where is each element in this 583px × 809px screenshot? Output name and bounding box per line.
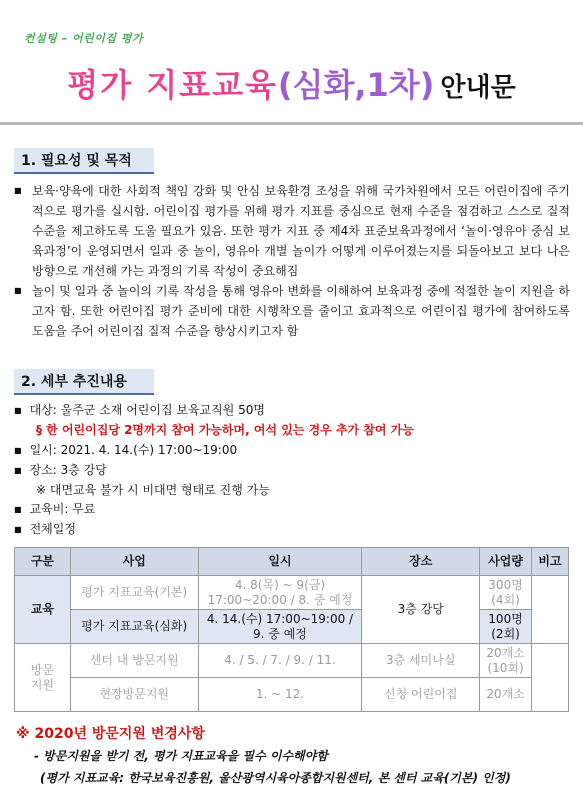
row-amount: 20개소 [480,678,532,712]
purpose-paragraph-1-text: 보육·양육에 대한 사회적 책임 강화 및 안심 보육환경 조성을 위해 국가차원에서 모든 어린이집에 주기적으로 평가를 실시함. 어린이집 평가를 위해 평가 지표를 중심으로 현재 수준을 점검하고 스스로 질적 수준을 제고하도록 도울 필요가 있음. 또한 평가 지표 중 제4차 표준보육과정에서 ‘놀이·영유아 중심 보육과정’이 운영되면서 일과 중 놀이, 영유아 개별 놀이가 어떻게 이루어졌는지를 되돌아보고 보다 나은 방향으로 개선해 가는 과정의 기록 작성이 중요해짐 [32,184,570,278]
row-amount: 20개소 (10회) [480,644,532,678]
detail-date-text: 일시: 2021. 4. 14.(수) 17:00~19:00 [29,443,238,457]
row-program: 센터 내 방문지원 [70,644,198,678]
detail-place [14,461,107,480]
header-note: 비고 [532,548,569,576]
title-tail: 안내문 [440,73,516,103]
row-note [532,576,569,644]
table-header-row [15,548,569,576]
row-program: 평가 지표교육(기본) [70,576,198,610]
square-bullet-icon: ■ [14,286,22,295]
square-bullet-icon: ■ [14,525,22,534]
purpose-paragraph-1 [14,181,570,281]
group-visit-support: 방문 지원 [15,644,71,712]
row-amount: 100명 (2회) [480,610,532,644]
header-datetime: 일시 [198,548,362,576]
row-datetime: 1. ~ 12. [198,678,362,712]
row-place: 3층 강당 [362,576,480,644]
square-bullet-icon: ■ [14,186,22,195]
row-datetime: 4. 14.(수) 17:00~19:00 / 9. 중 예정 [198,610,362,644]
detail-target [14,401,265,420]
square-bullet-icon: ■ [14,466,22,475]
document-subtitle: 컨설팅 – 어린이집 평가 [24,32,144,45]
changes-line-2: (평가 지표교육: 한국보육진흥원, 울산광역시육아종합지원센터, 본 센터 교육(기본) 인정) [40,771,511,785]
detail-schedule-label [14,520,76,539]
row-program: 현장방문지원 [70,678,198,712]
purpose-paragraph-2-text: 놀이 및 일과 중 놀이의 기록 작성을 통해 영유아 변화를 이해하여 보육과정 중에 적절한 놀이 지원을 하고자 함. 또한 어린이집 평가 준비에 대한 시행착오를 줄이고 효과적으로 어린이집 평가에 참여하도록 도움을 주어 어린이집 질적 수준을 향상시키고자 함 [32,284,570,338]
table-row [15,678,569,712]
schedule-table [14,547,569,712]
detail-place-note: ※ 대면교육 불가 시 비대면 형태로 진행 가능 [36,483,270,497]
row-place: 3층 세미나실 [362,644,480,678]
changes-title: ※ 2020년 방문지원 변경사항 [16,726,205,742]
table-row [15,576,569,610]
title-paren: (심화,1차) [277,66,435,104]
section-heading-purpose: 1. 필요성 및 목적 [14,148,154,174]
document-title [0,60,583,106]
detail-schedule-label-text: 전체일정 [29,522,76,536]
square-bullet-icon: ■ [14,446,22,455]
title-divider [0,122,583,125]
table-row [15,644,569,678]
row-note [532,644,569,712]
header-program: 사업 [70,548,198,576]
detail-fee [14,500,95,519]
title-main: 평가 지표교육 [67,66,278,104]
row-datetime: 4. 8(목) ~ 9(금) 17:00~20:00 / 8. 중 예정 [198,576,362,610]
detail-target-text: 대상: 울주군 소재 어린이집 보육교직원 50명 [29,403,266,417]
group-education: 교육 [15,576,71,644]
header-category: 구분 [15,548,71,576]
row-place: 신청 어린이집 [362,678,480,712]
row-datetime: 4. / 5. / 7. / 9. / 11. [198,644,362,678]
changes-line-1: - 방문지원을 받기 전, 평가 지표교육을 필수 이수해야함 [34,749,328,763]
table-row [15,610,569,644]
header-place: 장소 [362,548,480,576]
detail-fee-text: 교육비: 무료 [29,502,96,516]
square-bullet-icon: ■ [14,505,22,514]
purpose-paragraph-2 [14,281,570,341]
detail-place-text: 장소: 3층 강당 [29,463,107,477]
row-program: 평가 지표교육(심화) [70,610,198,644]
detail-target-note: § 한 어린이집당 2명까지 참여 가능하며, 여석 있는 경우 추가 참여 가능 [36,423,414,437]
detail-date [14,441,237,460]
section-heading-details: 2. 세부 추진내용 [14,369,154,395]
row-amount: 300명 (4회) [480,576,532,610]
header-amount: 사업량 [480,548,532,576]
square-bullet-icon: ■ [14,406,22,415]
